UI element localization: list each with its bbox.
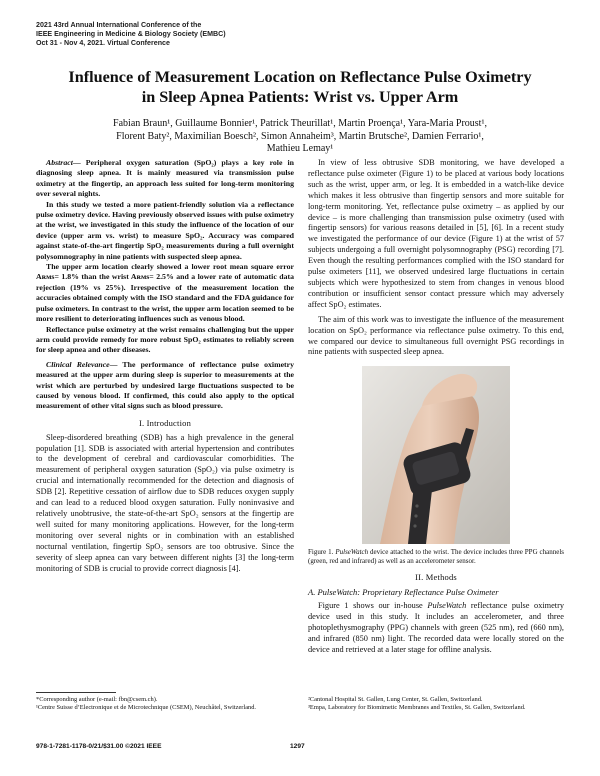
abstract-paragraph-3: The upper arm location clearly showed a lower root mean square error Aʀᴍs= 1.8% than the wrist Aʀᴍs= 2.5% and a lower rate of automatic data rejection (19% vs 25%). Irrespective of the measurement location the accuracies obtained comply with the ISO standard and the FDA guidance for pulse oximeters. In contrast to the wrist, the upper arm location seemed to be more resilient to deteriorating influences such as venous blood. <box>36 262 294 324</box>
introduction-heading: I. Introduction <box>138 417 192 428</box>
footnotes-left <box>36 696 294 712</box>
title-line-1: Influence of Measurement Location on Reflectance Pulse Oximetry <box>68 68 532 86</box>
figure-1-photo <box>362 366 510 544</box>
left-column <box>36 158 294 578</box>
abstract-label: Abstract <box>46 158 73 167</box>
methods-paragraph <box>308 601 564 656</box>
caption-text: device attached to the wrist. The device includes three PPG channels (green, red and infrared) as well as an accelerometer sensor. <box>308 548 565 566</box>
authors-line-3: Mathieu Lemay¹ <box>266 143 334 155</box>
footnote-corresponding-author: *Corresponding author (e-mail: fbn@csem.ch). <box>36 696 158 703</box>
right-paragraph-1: In view of less obtrusive SDB monitoring, we have developed a reflectance pulse oximeter (Figure 1) to be placed at various body locations such as the wrist, upper arm, or leg. It is embedded in a watch-like device which makes it less obtrusive than fingertip sensors and more suitable for long-term monitoring. Yet, reflectance pulse oximetry – as applied by our device – is more challenging than transmission pulse oximetry (used with fingertip sensors) for various reasons detailed in [5], [6]. In a recent study we investigated the performance of our device (Figure 1) at the wrist of 57 subjects undergoing a full overnight polysomnography (PSG) recording [7]. Even though the resulting performances complied with the ISO standard for pulse oximeters [11], we observed undesired large fluctuations in certain subjects which were hypothesized to stem from changes in venous blood contribution or insufficient sensor contact pressure which may adversely affect SpO₂ estimates. <box>308 158 564 309</box>
methods-device-name: PulseWatch <box>427 601 467 611</box>
caption-device-name: PulseWatch <box>335 548 369 557</box>
conference-line-3: Oct 31 - Nov 4, 2021. Virtual Conference <box>36 39 170 47</box>
title-line-2: in Sleep Apnea Patients: Wrist vs. Upper Arm <box>141 88 459 106</box>
abstract-paragraph-4: Reflectance pulse oximetry at the wrist remains challenging but the upper arm could provide remedy for more robust SpO₂ estimates to reliably screen for sleep apnea and other diseases. <box>36 324 294 355</box>
clinical-relevance <box>36 360 294 412</box>
figure-1-caption <box>308 548 564 566</box>
footnote-rule-left <box>36 692 116 693</box>
page-number: 1297 <box>290 743 305 750</box>
author-list <box>60 118 540 156</box>
clinical-relevance-label: Clinical Relevance <box>46 359 110 369</box>
clinical-relevance-text: — The performance of reflectance pulse oximetry measured at the upper arm during sleep is superior to measurements at the wrist which are perturbed by undesired large fluctuations suspected to be caused by venous blood. If confirmed, this could also apply to the optical measurement of other vital signs such as blood pressure. <box>36 359 294 411</box>
wrist-device-photo <box>362 366 510 544</box>
footnote-affiliation-2: ²Cantonal Hospital St. Gallen, Lung Center, St. Gallen, Switzerland. <box>308 696 483 703</box>
abstract-text-1: — Peripheral oxygen saturation (SpO₂) plays a key role in diagnosing sleep apnea. It is mainly measured via transmission pulse oximetry at the fingertip, an approach less suited for long-term monitoring over several nights. <box>36 158 294 199</box>
right-paragraph-2: The aim of this work was to investigate the influence of the measurement location on SpO₂ performance via reflectance pulse oximetry. To this end, we compared our device to simultaneous full overnight PSG recordings in nine patients with suspected sleep apnea. <box>308 314 564 357</box>
subsection-a-heading: A. PulseWatch: Proprietary Reflectance Pulse Oximeter <box>308 587 499 598</box>
introduction-paragraph: Sleep-disordered breathing (SDB) has a high prevalence in the general population [1]. SDB is associated with arterial hypertension and contributes to the development of cerebral and cardiovascular comorbidities. The measurement of peripheral oxygen saturation (SpO₂) via pulse oximetry is crucial and internationally recommended for the detection and diagnosis of SDB [2]. Repetitive cessation of airflow due to SDB reduces oxygen supply and can lead to a reduced blood oxygen saturation. Fully noninvasive and relatively unobtrusive, the state-of-the-art SpO₂ sensors at the fingertip are well suited for many monitoring applications. However, for the long-term monitoring over several nights or in combination with an established nocturnal ventilation, fingertip SpO₂ sensors are too obtrusive. Since the severity of sleep apnea can vary between different nights [3] the long-term monitoring of SDB is crucial to provide correct diagnosis [4]. <box>36 432 294 573</box>
authors-line-2: Florent Baty², Maximilian Boesch², Simon Annaheim³, Martin Brutsche², Damien Ferrario¹, <box>116 130 484 142</box>
footnote-affiliation-3: ³Empa, Laboratory for Biomimetic Membranes and Textiles, St. Gallen, Switzerland. <box>308 704 526 712</box>
conference-line-1: 2021 43rd Annual International Conference of the <box>36 21 202 29</box>
abstract <box>36 158 294 412</box>
caption-label: Figure 1. <box>308 548 334 557</box>
conference-header <box>36 21 226 48</box>
authors-line-1: Fabian Braun¹, Guillaume Bonnier¹, Patrick Theurillat¹, Martin Proença¹, Yara-Maria Proust¹, <box>113 118 487 129</box>
conference-line-2: IEEE Engineering in Medicine & Biology Society (EMBC) <box>36 30 226 38</box>
paper-title <box>40 67 560 107</box>
footnotes-right <box>308 696 564 712</box>
abstract-paragraph-2: In this study we tested a more patient-friendly solution via a reflectance pulse oximetry device. Having previously observed issues with pulse oximetry at the wrist, we investigated in this study the influence of the location of our device (upper arm vs. wrist) to measure SpO₂. Accuracy was compared against state-of-the-art fingertip SpO₂ measurements during a full overnight polysomnography in nine patients with suspected sleep apnea. <box>36 199 294 261</box>
isbn-line: 978-1-7281-1178-0/21/$31.00 ©2021 IEEE <box>36 743 162 750</box>
methods-heading: II. Methods <box>415 572 457 583</box>
methods-text-end: reflectance pulse oximetry device used in this study. It includes an accelerometer, and three photoplethysmography (PPG) channels with green (525 nm), red (660 nm), and infrared (850 nm) light. The recorded data were locally stored on the device and retrieved at a later stage for offline analysis. <box>308 601 565 654</box>
footnote-affiliation-1: ¹Centre Suisse d’Electronique et de Microtechnique (CSEM), Neuchâtel, Switzerland. <box>36 704 257 712</box>
right-column <box>308 158 564 660</box>
methods-text-start: Figure 1 shows our in-house <box>318 601 428 611</box>
abstract-paragraph-1 <box>36 158 294 200</box>
